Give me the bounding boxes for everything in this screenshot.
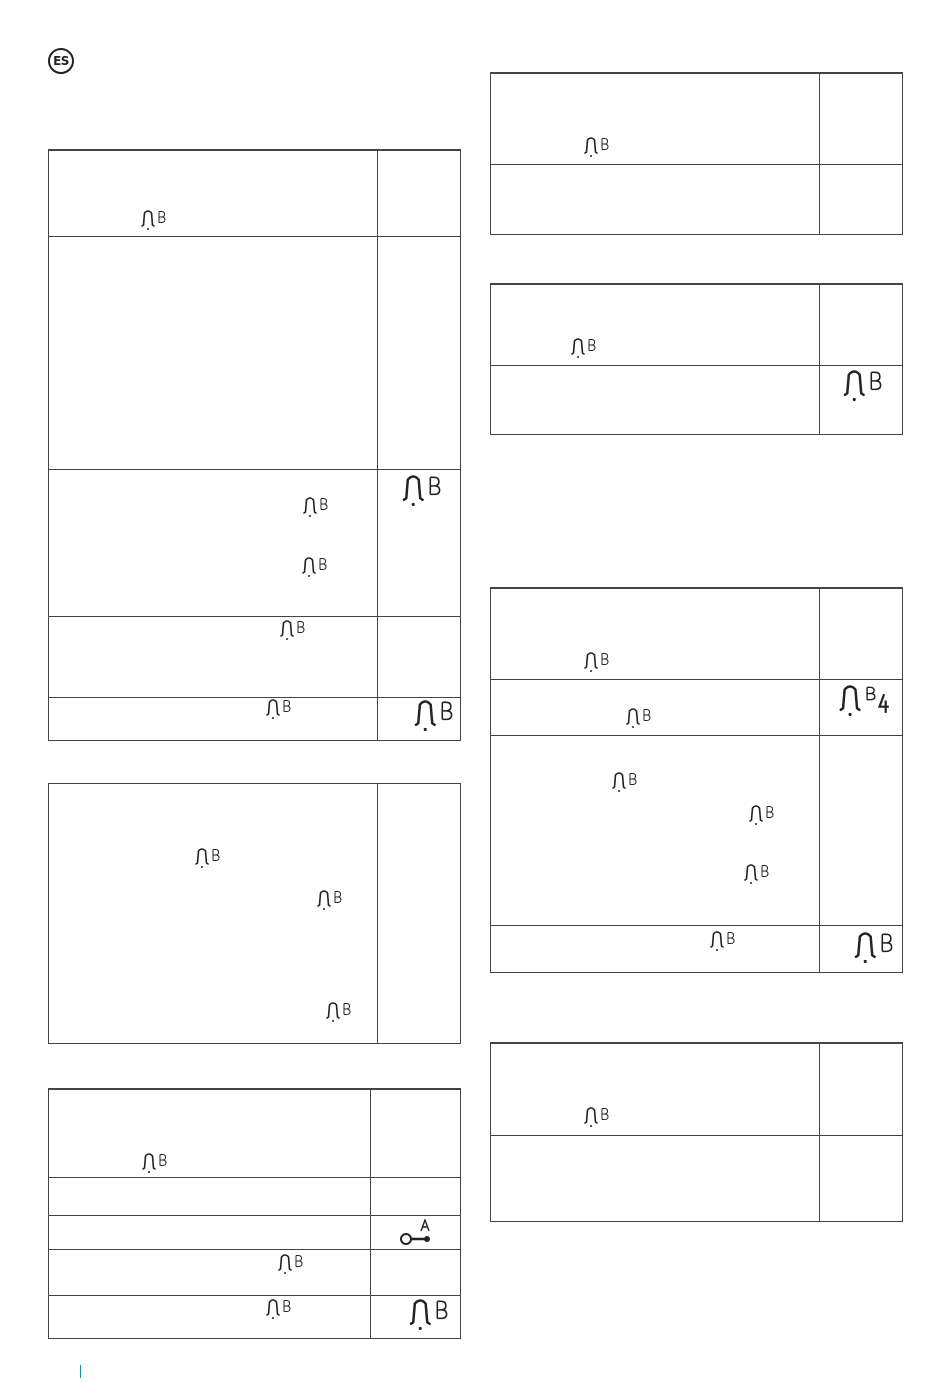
table-row: [491, 925, 902, 975]
bell-icon: [301, 497, 329, 517]
key-icon: [399, 1219, 435, 1247]
bell-icon: [742, 864, 770, 884]
bell-B4-icon: [836, 685, 892, 716]
table-row: [491, 164, 902, 237]
table-row: [49, 1249, 460, 1296]
bell-icon: [851, 932, 895, 963]
table-right-1: [490, 72, 903, 235]
table-row: [49, 697, 460, 743]
bell-icon: [708, 931, 736, 951]
bell-icon: [193, 848, 221, 868]
table-row: [49, 1177, 460, 1216]
table-row: [49, 236, 460, 470]
table-left-3: [48, 1088, 461, 1339]
table-row: [49, 1295, 460, 1341]
table-row: [49, 1089, 460, 1178]
bell-icon: [582, 652, 610, 672]
table-row: [491, 284, 902, 366]
table-left-1: [48, 149, 461, 741]
table-row: [49, 150, 460, 237]
table-left-2: [48, 783, 461, 1044]
page-edge-marker: [80, 1365, 81, 1378]
bell-icon: [139, 210, 167, 230]
bell-icon: [276, 1254, 304, 1274]
bell-icon: [582, 1107, 610, 1127]
bell-icon: [140, 1153, 168, 1173]
bell-icon: [399, 475, 443, 506]
bell-icon: [315, 890, 343, 910]
bell-icon: [324, 1002, 352, 1022]
bell-icon: [406, 1299, 450, 1330]
table-row: [491, 588, 902, 680]
table-row: [49, 616, 460, 698]
table-row: [491, 73, 902, 165]
table-row: [491, 1043, 902, 1136]
language-code: ES: [53, 54, 69, 68]
bell-icon: [840, 370, 884, 401]
table-right-3: [490, 587, 903, 973]
table-right-2: [490, 283, 903, 435]
bell-icon: [300, 557, 328, 577]
language-badge: [48, 48, 74, 74]
bell-icon: [610, 772, 638, 792]
bell-icon: [264, 699, 292, 719]
bell-icon: [411, 700, 455, 731]
bell-icon: [569, 338, 597, 358]
bell-icon: [747, 805, 775, 825]
table-row: [491, 735, 902, 926]
bell-icon: [264, 1299, 292, 1319]
bell-icon: [624, 708, 652, 728]
bell-icon: [582, 137, 610, 157]
table-row: [491, 1135, 902, 1224]
table-right-4: [490, 1042, 903, 1222]
bell-icon: [278, 620, 306, 640]
